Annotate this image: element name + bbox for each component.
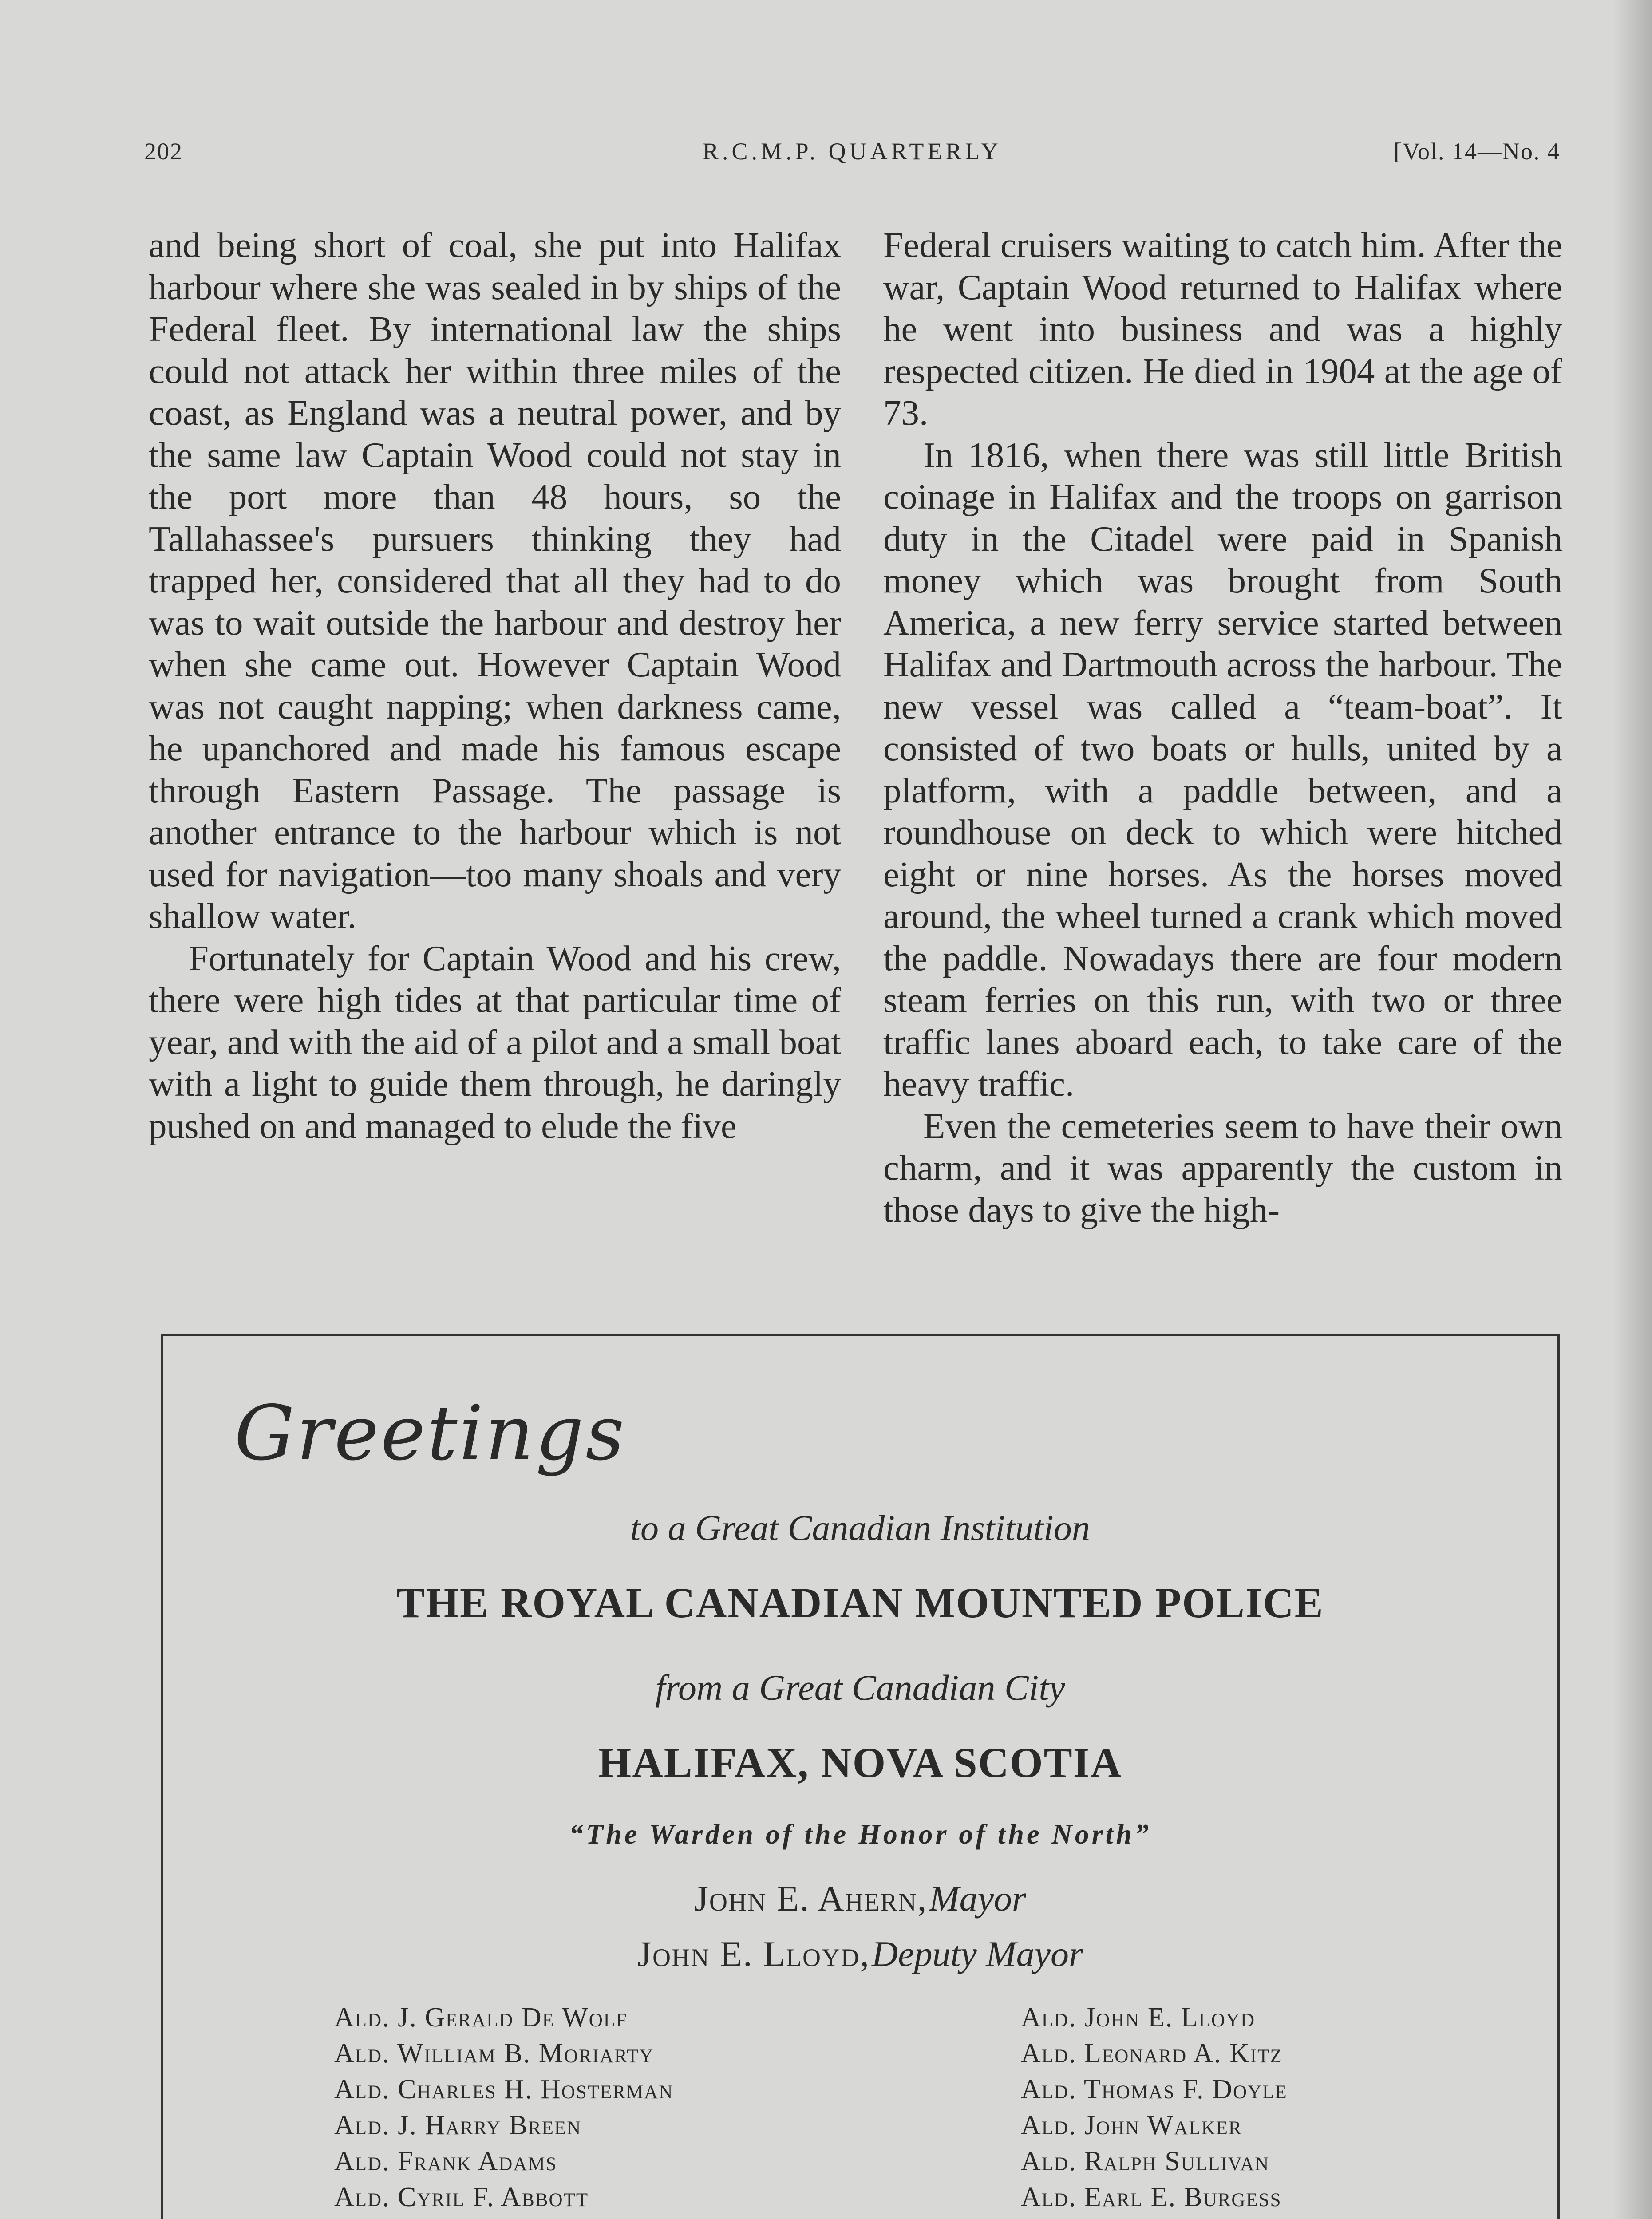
greetings-advertisement — [161, 1334, 1560, 2219]
alderman-name: Ald. Ralph Sullivan — [1021, 2146, 1270, 2176]
paragraph: Federal cruisers waiting to catch him. After the war, Captain Wood returned to Halifax where he went into business and was a highly respected citizen. He died in 1904 at the age of 73. — [883, 225, 1562, 433]
article-column-left — [149, 224, 841, 1147]
paragraph: Fortunately for Captain Wood and his crew, there were high tides at that particular time of year, and with the aid of a pilot and a small boat with a light to guide them through, he daringly pushed on and managed to elude the five — [149, 938, 841, 1146]
paragraph: and being short of coal, she put into Halifax harbour where she was sealed in by ships of the Federal fleet. By international law the ships could not attack her within three miles of the coast, as England was a neutral power, and by the same law Captain Wood could not stay in the port more than 48 hours, so the Tallahassee's pursuers thinking they had trapped her, considered that all they had to do was to wait outside the harbour and destroy her when she came out. However Captain Wood was not caught napping; when darkness came, he upanchored and made his famous escape through Eastern Passage. The passage is another entrance to the harbour which is not used for navigation—too many shoals and very shallow water. — [149, 225, 841, 936]
alderman-name: Ald. William B. Moriarty — [334, 2038, 654, 2069]
deputy-mayor-title: Deputy Mayor — [871, 1934, 1083, 1974]
city-name: HALIFAX, NOVA SCOTIA — [598, 1739, 1122, 1786]
alderman-name: Ald. J. Gerald De Wolf — [334, 2002, 628, 2033]
page-number: 202 — [144, 138, 183, 165]
alderman-name: Ald. John Walker — [1021, 2110, 1242, 2140]
aldermen-list-right — [1021, 2000, 1288, 2215]
alderman-name: Ald. Earl E. Burgess — [1021, 2182, 1282, 2212]
mayor-title: Mayor — [929, 1878, 1026, 1919]
alderman-name: Ald. John E. Lloyd — [1021, 2002, 1256, 2033]
alderman-name: Ald. Frank Adams — [334, 2146, 557, 2176]
alderman-name: Ald. Thomas F. Doyle — [1021, 2074, 1288, 2104]
alderman-name: Ald. Cyril F. Abbott — [334, 2182, 589, 2212]
alderman-name: Ald. Charles H. Hosterman — [334, 2074, 674, 2104]
alderman-name: Ald. J. Harry Breen — [334, 2110, 582, 2140]
page-edge-shadow — [1612, 0, 1652, 2219]
greetings-heading: Greetings — [234, 1390, 626, 1477]
volume-label: [Vol. 14—No. 4 — [1393, 138, 1560, 165]
city-motto: “The Warden of the Honor of the North” — [569, 1818, 1151, 1850]
institution-name: THE ROYAL CANADIAN MOUNTED POLICE — [396, 1579, 1324, 1627]
running-header — [144, 138, 1560, 178]
paragraph: In 1816, when there was still little British coinage in Halifax and the troops on garrison duty in the Citadel were paid in Spanish money which was brought from South America, a new ferry service started between Halifax and Dartmouth across the harbour. The new vessel was called a “team-boat”. It consisted of two boats or hulls, united by a platform, with a paddle between, and a roundhouse on deck to which were hitched eight or nine horses. As the horses moved around, the wheel turned a crank which moved the paddle. Nowadays there are four modern steam ferries on this run, with two or three traffic lanes aboard each, to take care of the heavy traffic. — [883, 434, 1562, 1104]
from-city-line: from a Great Canadian City — [655, 1667, 1065, 1708]
alderman-name: Ald. Leonard A. Kitz — [1021, 2038, 1283, 2069]
deputy-mayor-name: John E. Lloyd, — [637, 1934, 870, 1974]
to-institution-line: to a Great Canadian Institution — [630, 1508, 1090, 1548]
mayor-line — [163, 1878, 1557, 1919]
mayor-name: John E. Ahern, — [694, 1878, 928, 1919]
paragraph: Even the cemeteries seem to have their own charm, and it was apparently the custom in those days to give the high- — [883, 1106, 1562, 1230]
aldermen-list-left — [334, 2000, 673, 2215]
deputy-mayor-line — [163, 1933, 1557, 1975]
article-column-right — [883, 224, 1562, 1231]
journal-title: R.C.M.P. QUARTERLY — [703, 138, 1002, 165]
